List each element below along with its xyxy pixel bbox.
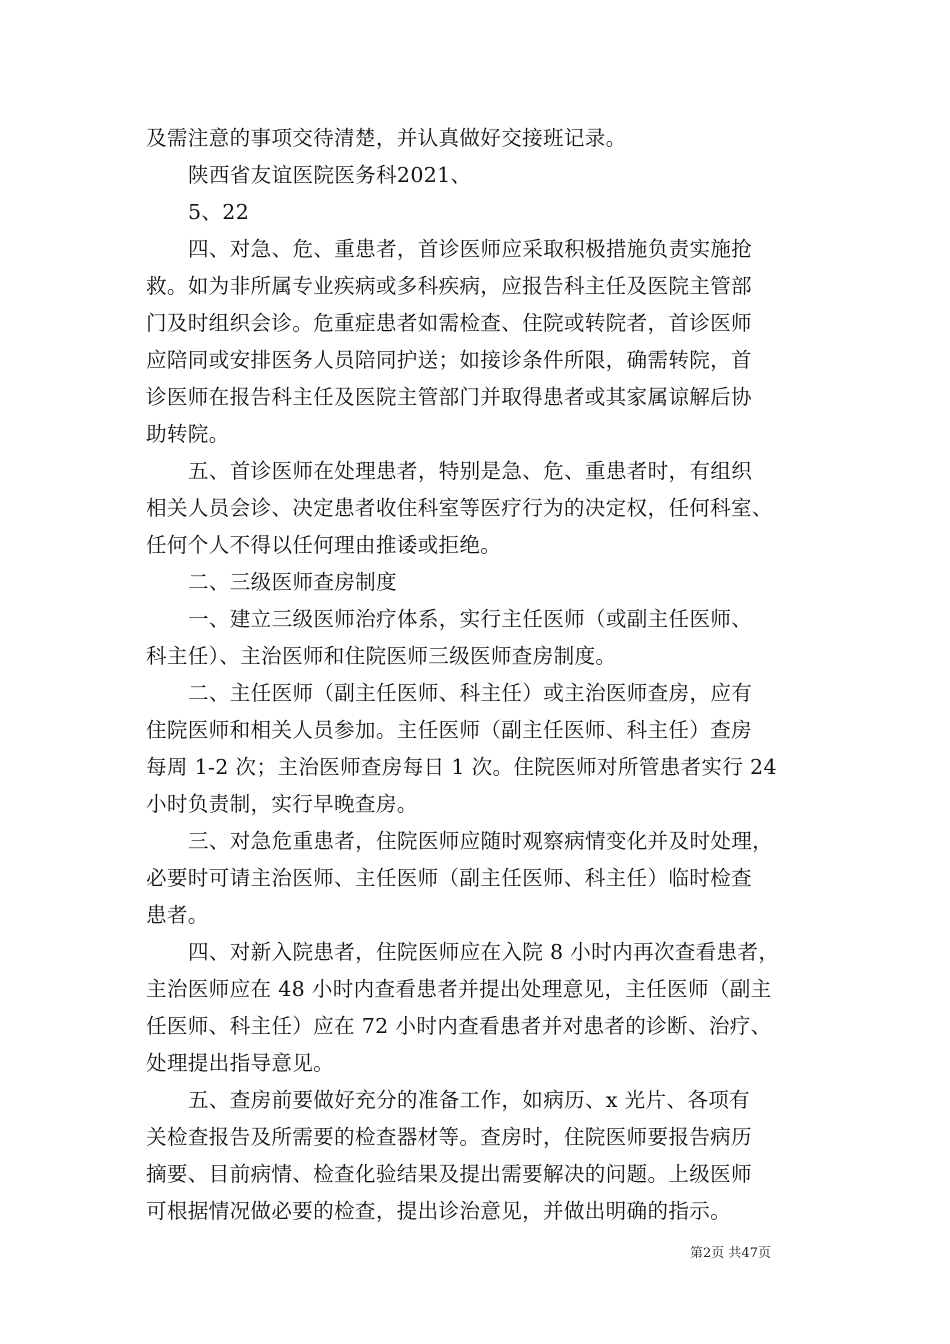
text-line: 每周 1-2 次；主治医师查房每日 1 次。住院医师对所管患者实行 24 — [146, 755, 777, 779]
footer-prefix: 第 — [690, 1246, 704, 1261]
text-line: 四、对新入院患者，住院医师应在入院 8 小时内再次查看患者， — [188, 940, 780, 964]
text-line: 一、建立三级医师治疗体系，实行主任医师（或副主任医师、 — [188, 607, 753, 631]
page-footer — [690, 1246, 771, 1262]
text-line: 住院医师和相关人员参加。主任医师（副主任医师、科主任）查房 — [146, 718, 752, 742]
text-line: 二、三级医师查房制度 — [188, 570, 397, 594]
text-line: 及需注意的事项交待清楚，并认真做好交接班记录。 — [146, 126, 627, 150]
text-line: 5、22 — [188, 200, 250, 224]
text-line: 任医师、科主任）应在 72 小时内查看患者并对患者的诊断、治疗、 — [146, 1014, 772, 1038]
footer-page-number: 2 — [703, 1246, 712, 1261]
text-line: 五、查房前要做好充分的准备工作，如病历、x 光片、各项有 — [188, 1088, 750, 1112]
text-line: 诊医师在报告科主任及医院主管部门并取得患者或其家属谅解后协 — [146, 385, 752, 409]
text-line: 门及时组织会诊。危重症患者如需检查、住院或转院者，首诊医师 — [146, 311, 752, 335]
text-line: 二、主任医师（副主任医师、科主任）或主治医师查房，应有 — [188, 681, 753, 705]
text-line: 相关人员会诊、决定患者收住科室等医疗行为的决定权，任何科室、 — [146, 496, 773, 520]
text-line: 四、对急、危、重患者，首诊医师应采取积极措施负责实施抢 — [188, 237, 753, 261]
text-line: 必要时可请主治医师、主任医师（副主任医师、科主任）临时检查 — [146, 866, 752, 890]
footer-suffix: 页 — [757, 1246, 771, 1261]
footer-total-pages: 47 — [741, 1246, 758, 1261]
text-line: 摘要、目前病情、检查化验结果及提出需要解决的问题。上级医师 — [146, 1162, 752, 1186]
footer-middle: 页 共 — [711, 1246, 742, 1261]
text-line: 关检查报告及所需要的检查器材等。查房时，住院医师要报告病历 — [146, 1125, 752, 1149]
text-line: 患者。 — [146, 903, 209, 927]
text-line: 小时负责制，实行早晚查房。 — [146, 792, 418, 816]
text-line: 任何个人不得以任何理由推诿或拒绝。 — [146, 533, 502, 557]
text-line: 主治医师应在 48 小时内查看患者并提出处理意见，主任医师（副主 — [146, 977, 772, 1001]
text-line: 可根据情况做必要的检查，提出诊治意见，并做出明确的指示。 — [146, 1199, 732, 1223]
text-line: 五、首诊医师在处理患者，特别是急、危、重患者时，有组织 — [188, 459, 753, 483]
document-body — [146, 120, 808, 1230]
text-line: 处理提出指导意见。 — [146, 1051, 335, 1075]
text-line: 陕西省友谊医院医务科2021、 — [188, 163, 472, 187]
text-line: 科主任）、主治医师和住院医师三级医师查房制度。 — [146, 644, 617, 668]
text-line: 救。如为非所属专业疾病或多科疾病，应报告科主任及医院主管部 — [146, 274, 752, 298]
text-line: 助转院。 — [146, 422, 230, 446]
text-line: 应陪同或安排医务人员陪同护送；如接诊条件所限，确需转院，首 — [146, 348, 752, 372]
text-line: 三、对急危重患者，住院医师应随时观察病情变化并及时处理， — [188, 829, 774, 853]
